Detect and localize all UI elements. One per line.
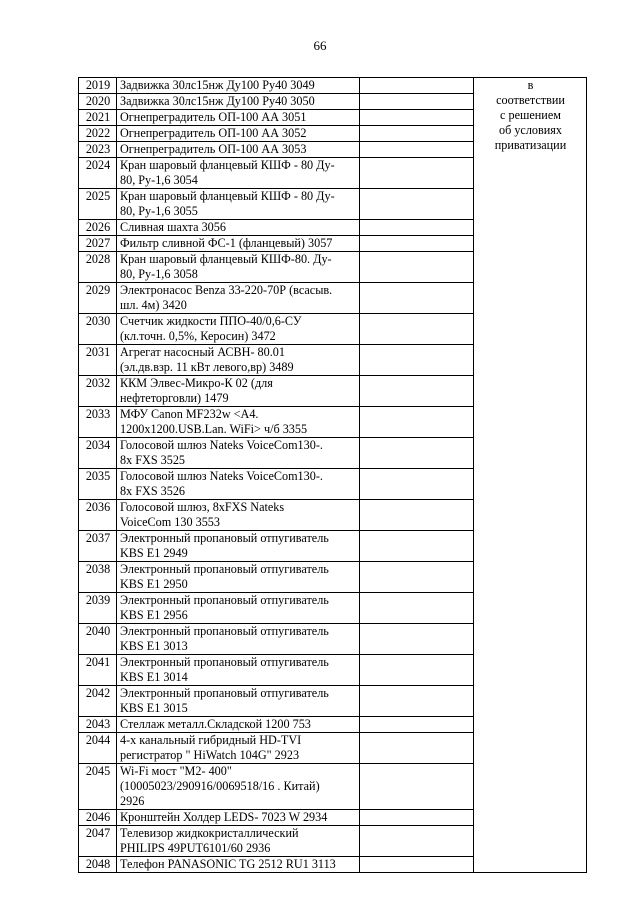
- row-number: 2033: [79, 407, 117, 438]
- item-name-line: 1200x1200.USB.Lan. WiFi> ч/б 3355: [120, 422, 308, 436]
- row-number: 2048: [79, 857, 117, 873]
- item-name: [117, 717, 360, 733]
- row-number: 2024: [79, 158, 117, 189]
- item-name: [117, 593, 360, 624]
- empty-cell: [360, 94, 474, 110]
- note-line: соответствии: [496, 93, 565, 107]
- row-number: 2034: [79, 438, 117, 469]
- row-number: 2022: [79, 126, 117, 142]
- row-number: 2023: [79, 142, 117, 158]
- item-name-line: Сливная шахта 3056: [120, 220, 226, 234]
- row-number: 2027: [79, 236, 117, 252]
- empty-cell: [360, 345, 474, 376]
- row-number: 2020: [79, 94, 117, 110]
- row-number: 2038: [79, 562, 117, 593]
- empty-cell: [360, 764, 474, 810]
- row-number: 2030: [79, 314, 117, 345]
- item-name: [117, 624, 360, 655]
- table-row: [79, 78, 587, 94]
- item-name-line: Электронный пропановый отпугиватель: [120, 531, 329, 545]
- item-name: [117, 438, 360, 469]
- item-name-line: Агрегат насосный АСВН- 80.01: [120, 345, 285, 359]
- item-name-line: Телефон PANASONIC TG 2512 RU1 3113: [120, 857, 336, 871]
- row-number: 2019: [79, 78, 117, 94]
- inventory-table-body: [79, 78, 587, 873]
- item-name-line: 8x FXS 3526: [120, 484, 186, 498]
- item-name-line: 2926: [120, 794, 145, 808]
- item-name: [117, 314, 360, 345]
- empty-cell: [360, 686, 474, 717]
- inventory-table: [78, 77, 587, 873]
- item-name-line: Кран шаровый фланцевый КШФ-80. Ду-: [120, 252, 332, 266]
- item-name-line: KBS E1 3014: [120, 670, 188, 684]
- item-name-line: Голосовой шлюз, 8xFXS Nateks: [120, 500, 285, 514]
- item-name-line: Фильтр сливной ФС-1 (фланцевый) 3057: [120, 236, 333, 250]
- item-name-line: KBS E1 3015: [120, 701, 188, 715]
- item-name-line: Электронный пропановый отпугиватель: [120, 624, 329, 638]
- item-name: [117, 283, 360, 314]
- item-name-line: нефтеторговли) 1479: [120, 391, 229, 405]
- empty-cell: [360, 407, 474, 438]
- item-name-line: шл. 4м) 3420: [120, 298, 187, 312]
- empty-cell: [360, 142, 474, 158]
- empty-cell: [360, 236, 474, 252]
- row-number: 2029: [79, 283, 117, 314]
- item-name-line: регистратор " HiWatch 104G" 2923: [120, 748, 300, 762]
- item-name-line: 80, Ру-1,6 3055: [120, 204, 198, 218]
- empty-cell: [360, 252, 474, 283]
- empty-cell: [360, 189, 474, 220]
- row-number: 2025: [79, 189, 117, 220]
- item-name-line: Огнепреградитель ОП-100 АА 3053: [120, 142, 307, 156]
- item-name-line: KBS E1 2949: [120, 546, 188, 560]
- note-line: с решением: [500, 108, 561, 122]
- empty-cell: [360, 810, 474, 826]
- item-name: [117, 500, 360, 531]
- empty-cell: [360, 78, 474, 94]
- empty-cell: [360, 717, 474, 733]
- item-name: [117, 562, 360, 593]
- item-name-line: KBS E1 2950: [120, 577, 188, 591]
- item-name-line: Телевизор жидкокристаллический: [120, 826, 299, 840]
- item-name-line: Электронный пропановый отпугиватель: [120, 655, 329, 669]
- item-name: [117, 189, 360, 220]
- item-name-line: Стеллаж металл.Складской 1200 753: [120, 717, 311, 731]
- item-name: [117, 158, 360, 189]
- row-number: 2041: [79, 655, 117, 686]
- empty-cell: [360, 562, 474, 593]
- item-name: [117, 110, 360, 126]
- item-name-line: (кл.точн. 0,5%, Керосин) 3472: [120, 329, 276, 343]
- empty-cell: [360, 220, 474, 236]
- item-name-line: VoiceCom 130 3553: [120, 515, 220, 529]
- row-number: 2042: [79, 686, 117, 717]
- item-name-line: Электронасос Benza 33-220-70Р (всасыв.: [120, 283, 333, 297]
- item-name-line: KBS E1 2956: [120, 608, 188, 622]
- row-number: 2045: [79, 764, 117, 810]
- item-name-line: (10005023/290916/0069518/16 . Китай): [120, 779, 320, 793]
- item-name: [117, 220, 360, 236]
- item-name: [117, 78, 360, 94]
- item-name-line: Огнепреградитель ОП-100 АА 3051: [120, 110, 307, 124]
- note-line: в: [527, 78, 534, 92]
- item-name: [117, 826, 360, 857]
- privatization-note: [474, 78, 587, 873]
- empty-cell: [360, 500, 474, 531]
- item-name: [117, 126, 360, 142]
- item-name: [117, 94, 360, 110]
- item-name-line: Задвижка 30лс15нж Ду100 Ру40 3050: [120, 94, 315, 108]
- row-number: 2036: [79, 500, 117, 531]
- item-name: [117, 469, 360, 500]
- item-name-line: Огнепреградитель ОП-100 АА 3052: [120, 126, 307, 140]
- item-name-line: 80, Ру-1,6 3058: [120, 267, 198, 281]
- empty-cell: [360, 158, 474, 189]
- empty-cell: [360, 593, 474, 624]
- item-name: [117, 407, 360, 438]
- empty-cell: [360, 438, 474, 469]
- note-line: приватизации: [494, 138, 567, 152]
- empty-cell: [360, 126, 474, 142]
- item-name-line: 80, Ру-1,6 3054: [120, 173, 198, 187]
- item-name: [117, 764, 360, 810]
- item-name-line: Электронный пропановый отпугиватель: [120, 562, 329, 576]
- item-name: [117, 142, 360, 158]
- item-name-line: 8x FXS 3525: [120, 453, 186, 467]
- row-number: 2028: [79, 252, 117, 283]
- item-name-line: Голосовой шлюз Nateks VoiceCom130-.: [120, 469, 323, 483]
- item-name-line: Wi-Fi мост "М2- 400": [120, 764, 232, 778]
- item-name-line: Кран шаровый фланцевый КШФ - 80 Ду-: [120, 189, 335, 203]
- empty-cell: [360, 376, 474, 407]
- item-name: [117, 655, 360, 686]
- item-name: [117, 252, 360, 283]
- item-name-line: Счетчик жидкости ППО-40/0,6-СУ: [120, 314, 302, 328]
- row-number: 2043: [79, 717, 117, 733]
- item-name: [117, 733, 360, 764]
- item-name-line: 4-х канальный гибридный HD-TVI: [120, 733, 302, 747]
- item-name: [117, 531, 360, 562]
- empty-cell: [360, 826, 474, 857]
- item-name-line: Кронштейн Холдер LEDS- 7023 W 2934: [120, 810, 328, 824]
- row-number: 2031: [79, 345, 117, 376]
- empty-cell: [360, 655, 474, 686]
- item-name: [117, 810, 360, 826]
- empty-cell: [360, 110, 474, 126]
- item-name-line: (эл.дв.взр. 11 кВт левого,вр) 3489: [120, 360, 294, 374]
- item-name-line: KBS E1 3013: [120, 639, 188, 653]
- row-number: 2021: [79, 110, 117, 126]
- empty-cell: [360, 469, 474, 500]
- item-name-line: МФУ Canon MF232w <A4.: [120, 407, 259, 421]
- item-name: [117, 857, 360, 873]
- empty-cell: [360, 531, 474, 562]
- row-number: 2035: [79, 469, 117, 500]
- item-name-line: Электронный пропановый отпугиватель: [120, 686, 329, 700]
- row-number: 2039: [79, 593, 117, 624]
- empty-cell: [360, 857, 474, 873]
- row-number: 2044: [79, 733, 117, 764]
- item-name: [117, 236, 360, 252]
- item-name: [117, 345, 360, 376]
- item-name-line: Кран шаровый фланцевый КШФ - 80 Ду-: [120, 158, 335, 172]
- empty-cell: [360, 314, 474, 345]
- item-name-line: PHILIPS 49PUT6101/60 2936: [120, 841, 271, 855]
- item-name: [117, 686, 360, 717]
- row-number: 2046: [79, 810, 117, 826]
- row-number: 2026: [79, 220, 117, 236]
- row-number: 2032: [79, 376, 117, 407]
- row-number: 2047: [79, 826, 117, 857]
- empty-cell: [360, 283, 474, 314]
- empty-cell: [360, 624, 474, 655]
- item-name: [117, 376, 360, 407]
- row-number: 2037: [79, 531, 117, 562]
- item-name-line: Голосовой шлюз Nateks VoiceCom130-.: [120, 438, 323, 452]
- row-number: 2040: [79, 624, 117, 655]
- item-name-line: Электронный пропановый отпугиватель: [120, 593, 329, 607]
- item-name-line: Задвижка 30лс15нж Ду100 Ру40 3049: [120, 78, 315, 92]
- empty-cell: [360, 733, 474, 764]
- note-line: об условиях: [499, 123, 562, 137]
- page-number: 66: [313, 38, 327, 53]
- item-name-line: ККМ Элвес-Микро-К 02 (для: [120, 376, 273, 390]
